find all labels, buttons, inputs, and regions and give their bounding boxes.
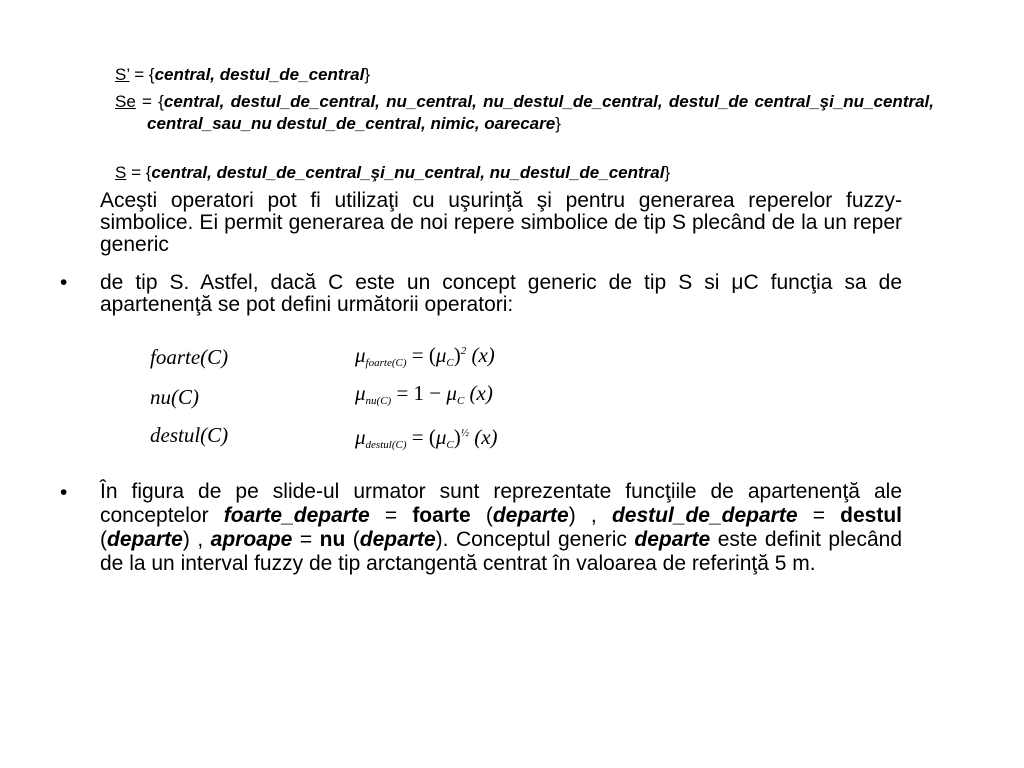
text-run: ( — [345, 528, 360, 551]
bullet-text-figure-description — [100, 480, 902, 576]
operator-formula — [355, 425, 498, 451]
text-run: ( — [470, 504, 493, 527]
operator-name: nu(C) — [150, 385, 199, 409]
set-symbol: Se — [115, 92, 136, 111]
text-run: ) , — [568, 504, 612, 527]
mu-symbol: μ — [435, 425, 447, 449]
set-items: central, destul_de_central — [154, 65, 365, 84]
mu-subscript: foarte(C) — [365, 357, 407, 369]
set-eq: = { — [129, 65, 155, 84]
text-run: ) , — [182, 528, 211, 551]
set-close: } — [364, 65, 371, 84]
formula-part: (x) — [468, 425, 498, 449]
mu-subscript: destul(C) — [365, 439, 407, 451]
text-run: ). Conceptul generic — [435, 528, 635, 551]
set-eq: = { — [126, 163, 152, 182]
set-close: } — [664, 163, 671, 182]
text-run: = — [292, 528, 320, 551]
text-run: = — [797, 504, 841, 527]
mu-symbol: μ — [355, 381, 366, 405]
emphasis: aproape — [210, 528, 293, 551]
emphasis: departe — [634, 528, 711, 551]
exponent: 2 — [460, 345, 467, 357]
set-s-prime — [115, 64, 902, 86]
formula-part: ) — [453, 343, 461, 367]
text-run: = — [369, 504, 413, 527]
text-run: ( — [100, 528, 107, 551]
mu-subscript: nu(C) — [365, 395, 392, 407]
set-items: central, destul_de_central, nu_central, nu_destul_de_central, destul_de central_şi_nu_central, central_sau_nu destul_de_central, nimic, oarecare — [147, 92, 934, 133]
formula-part: = ( — [406, 425, 436, 449]
emphasis: destul — [840, 504, 903, 527]
text-run: este definit plecând de la un interval fuzzy de tip arctangentă centrat în valoarea de referinţă 5 m. — [100, 528, 902, 575]
bullet-text-generic-concept: de tip S. Astfel, dacă C este un concept generic de tip S si μC funcţia sa de apartenenţă se pot defini următorii operatori: — [100, 271, 902, 316]
set-items: central, destul_de_central_şi_nu_central, nu_destul_de_central — [151, 163, 665, 182]
mu-subscript: C — [446, 439, 454, 451]
set-eq: = { — [135, 92, 164, 111]
formula-part: = 1 − — [391, 381, 447, 405]
set-se — [115, 91, 934, 135]
formula-part: ) — [453, 425, 461, 449]
bullet-marker: • — [60, 481, 68, 504]
bullet-marker: • — [60, 271, 68, 294]
emphasis: departe — [492, 504, 569, 527]
mu-symbol: μ — [355, 425, 366, 449]
set-symbol: S’ — [115, 65, 130, 84]
set-s — [115, 162, 902, 184]
emphasis: destul_de_departe — [611, 504, 798, 527]
operator-formula — [355, 381, 493, 407]
emphasis: departe — [359, 528, 436, 551]
formula-part: (x) — [464, 381, 493, 405]
mu-symbol: μ — [446, 381, 457, 405]
emphasis: nu — [319, 528, 346, 551]
exponent: ½ — [460, 427, 469, 439]
formula-part: (x) — [466, 343, 495, 367]
mu-symbol: μ — [355, 343, 366, 367]
paragraph-operators-intro: Aceşti operatori pot fi utilizaţi cu uşurinţă şi pentru generarea reperelor fuzzy-simbolice. Ei permit generarea de noi repere simbolice de tip S plecând de la un reper generic — [100, 189, 902, 256]
mu-subscript: C — [456, 395, 465, 407]
emphasis: departe — [107, 528, 183, 551]
set-symbol: S — [115, 163, 127, 182]
mu-subscript: C — [446, 357, 454, 369]
operator-name: destul(C) — [150, 423, 229, 447]
emphasis: foarte — [412, 504, 471, 527]
mu-symbol: μ — [435, 343, 447, 367]
operator-name: foarte(C) — [150, 345, 229, 369]
formula-part: = ( — [406, 343, 436, 367]
operator-formula — [355, 343, 495, 369]
set-close: } — [555, 114, 561, 133]
text-run: În figura de pe slide-ul urmator sunt reprezentate funcţiile de apartenenţă ale conceptelor — [100, 480, 902, 527]
emphasis: foarte_departe — [223, 504, 370, 527]
